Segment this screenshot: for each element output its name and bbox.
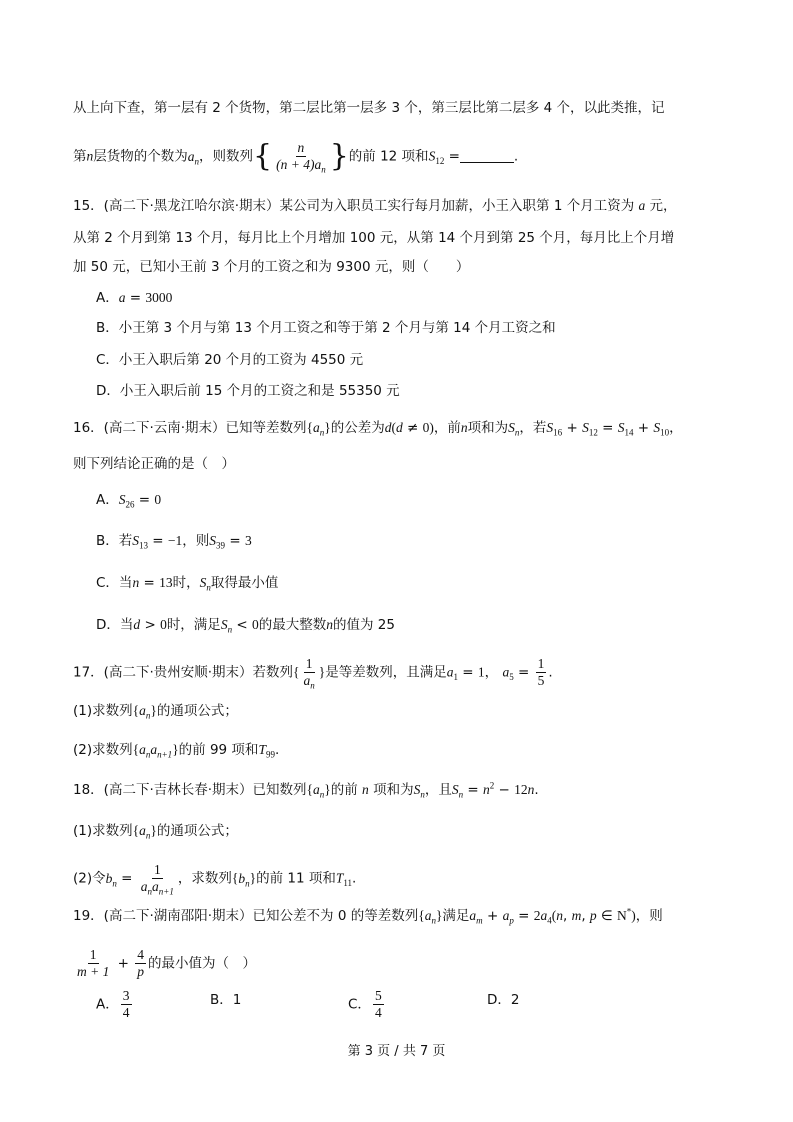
q17-sub-2: (2)求数列$\{a_na_{n+1}\}$的前 99 项和$T_{99}$. xyxy=(73,742,280,760)
q15-option-c: C．小王入职后第 20 个月的工资为 4550 元 xyxy=(96,352,364,368)
intro-line-1: 从上向下查，第一层有 2 个货物，第二层比第一层多 3 个，第三层比第二层多 4 个，以此类推，记 xyxy=(73,100,665,116)
q16-option-c: C．当n = 13时，$S_n$取得最小值 xyxy=(96,575,279,593)
fraction: $\frac{1}{5}$ xyxy=(537,656,545,688)
q18-sub-2: (2)令$b_n$ = $\frac{1}{a_na_{n+1}}$ ，求数列$\{b_n\}$的前 11 项和$T_{11}$. xyxy=(73,862,357,897)
page-footer: 第 3 页 / 共 7 页 xyxy=(347,1044,446,1059)
fraction: $\frac{1}{a_na_{n+1}}$ xyxy=(140,862,174,897)
q18-line-1: 18．(高二下·吉林长春·期末）已知数列$\{a_n\}$的前 n 项和为$S_n$，且$S_n = n^2 - 12n$. xyxy=(73,780,539,800)
intro-line-2: 第n层货物的个数为$a_n$，则数列{ $\frac{n}{(n + 4)a_n}$ }的前 12 项和$S_{12}$ = . xyxy=(73,138,519,175)
q18-sub-1: (1)求数列$\{a_n\}$的通项公式； xyxy=(73,823,238,841)
q15-option-b: B．小王第 3 个月与第 13 个月工资之和等于第 2 个月与第 14 个月工资之和 xyxy=(96,320,556,336)
q17-sub-1: (1)求数列$\{a_n\}$的通项公式； xyxy=(73,703,238,721)
q16-line-2: 则下列结论正确的是（ ） xyxy=(73,456,235,472)
q19-option-c: C． $\frac{5}{4}$ xyxy=(348,988,382,1020)
q16-option-b: B．若$S_{13} = -1$，则$S_{39} = 3$ xyxy=(96,533,252,551)
fraction: $\frac{5}{4}$ xyxy=(374,988,382,1020)
q16-option-a: A．$S_{26} = 0$ xyxy=(96,492,162,510)
q16-option-d: D．当d > 0时，满足$S_n < 0$的最大整数n的值为 25 xyxy=(96,617,395,635)
q19-option-a: A． $\frac{3}{4}$ xyxy=(96,988,130,1020)
q19-option-b: B．1 xyxy=(210,992,242,1008)
q15-option-a: A．a = 3000 xyxy=(96,290,173,306)
fraction: $\frac{3}{4}$ xyxy=(122,988,130,1020)
fraction: $\frac{4}{p}$ xyxy=(137,947,145,979)
q17-line-1: 17．(高二下·贵州安顺·期末）若数列{ $\frac{1}{a_n}$ }是等差数列，且满足$a_1 = 1$， $a_5$ = $\frac{1}{5}$ . xyxy=(73,656,553,691)
fraction: $\frac{n}{(n + 4)a_n}$ xyxy=(276,140,326,175)
answer-blank xyxy=(460,148,514,163)
q19-line-1: 19．(高二下·湖南邵阳·期末）已知公差不为 0 的等差数列$\{a_n\}$满足$a_m + a_p = 2a_4(n$, m, p ∈ N*)，则 xyxy=(73,906,663,926)
fraction: $\frac{1}{m + 1}$ xyxy=(77,947,110,979)
q15-line-2: 从第 2 个月到第 13 个月，每月比上个月增加 100 元，从第 14 个月到第 25 个月，每月比上个月增 xyxy=(73,230,675,246)
q15-line-1: 15．(高二下·黑龙江哈尔滨·期末）某公司为入职员工实行每月加薪，小王入职第 1 个月工资为 a 元， xyxy=(73,198,677,214)
fraction: $\frac{1}{a_n}$ xyxy=(303,656,315,691)
q19-option-d: D．2 xyxy=(487,992,520,1008)
q16-line-1: 16．(高二下·云南·期末）已知等差数列$\{a_n\}$的公差为d(d ≠ 0)，前n项和为$S_n$，若$S_{16} + S_{12} = S_{14} + S_{10}$， xyxy=(73,420,683,438)
q19-line-2: $\frac{1}{m + 1}$ + $\frac{4}{p}$ 的最小值为（ ） xyxy=(77,947,257,979)
q15-line-3: 加 50 元，已知小王前 3 个月的工资之和为 9300 元，则（ ） xyxy=(73,259,470,275)
q15-option-d: D．小王入职后前 15 个月的工资之和是 55350 元 xyxy=(96,383,400,399)
